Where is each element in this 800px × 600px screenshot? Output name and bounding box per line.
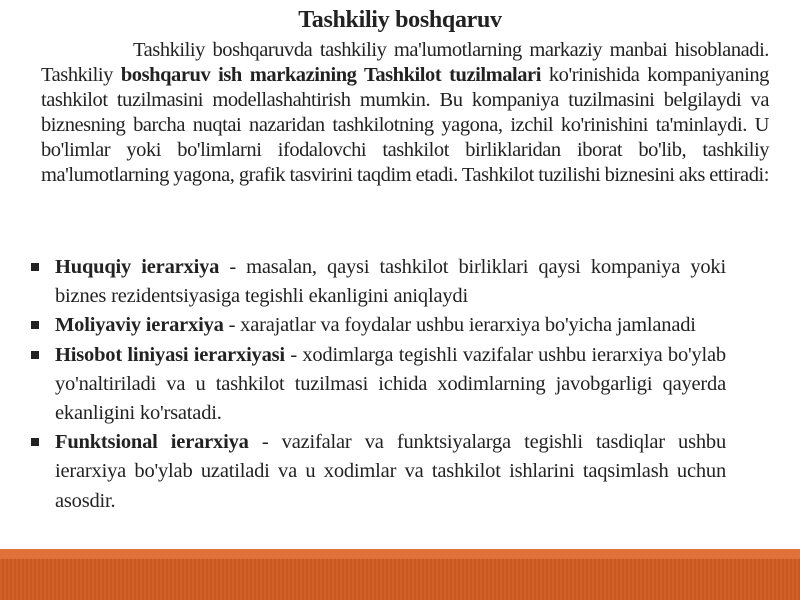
bullet-text: - xodimlarga tegishli vazifalar ushbu ierarxiya bo'ylab yo'naltiriladi va u tashkilot tuzilmasi ichida xodimlarning javobgarligi qayerda ekanligini ko'rsatadi. <box>55 343 726 425</box>
square-bullet-icon <box>31 438 39 446</box>
slide-title: Tashkiliy boshqaruv <box>298 7 502 33</box>
bullet-text: - vazifalar va funktsiyalarga tegishli tasdiqlar ushbu ierarxiya bo'ylab uzatiladi va u xodimlar va tashkilot ishlarini taqsimlash uchun asosdir. <box>55 431 726 512</box>
footer-accent-bar <box>0 549 800 559</box>
bullet-term: Funktsional ierarxiya <box>55 431 249 454</box>
intro-bold-text: boshqaruv ish markazining Tashkilot tuzilmalari <box>120 64 541 86</box>
intro-text-2: ko'rinishida kompaniyaning tashkilot tuzilmasini modellashahtirish mumkin. Bu kompaniya tuzilmasini belgilaydi va biznesning barcha nuqtai nazaridan tashkilotning yagona, izchil ko'rinishini ta'minlaydi. U bo'limlar yoki bo'limlarni ifodalovchi tashkilot birliklaridan iborat bo'lib, tashkiliy ma'lumotlarning yagona, grafik tasvirini taqdim etadi. Tashkilot tuzilishi biznesini aks ettiradi: <box>41 64 769 186</box>
bullet-term: Huquqiy ierarxiya <box>55 256 220 278</box>
square-bullet-icon <box>31 351 39 359</box>
bullet-item-moliyaviy <box>30 311 726 340</box>
bullet-term: Moliyaviy ierarxiya <box>55 314 224 337</box>
footer-band <box>0 559 800 600</box>
bullet-text: - masalan, qaysi tashkilot birliklari qaysi kompaniya yoki biznes rezidentsiyasiga tegishli ekanligini aniqlaydi <box>55 256 726 308</box>
intro-paragraph <box>41 38 769 188</box>
bullet-text: - xarajatlar va foydalar ushbu ierarxiya bo'yicha jamlanadi <box>223 314 696 337</box>
square-bullet-icon <box>31 321 39 329</box>
square-bullet-icon <box>31 263 39 271</box>
bullet-item-funktsional <box>30 428 726 516</box>
bullet-term: Hisobot liniyasi ierarxiyasi <box>55 343 285 366</box>
bullet-list <box>30 253 726 516</box>
intro-text-1: Tashkiliy boshqaruvda tashkiliy ma'lumotlarning markaziy manbai hisoblanadi. Tashkiliy <box>41 39 769 86</box>
bullet-item-hisobot <box>30 341 726 429</box>
bullet-item-huquqiy <box>30 253 726 311</box>
